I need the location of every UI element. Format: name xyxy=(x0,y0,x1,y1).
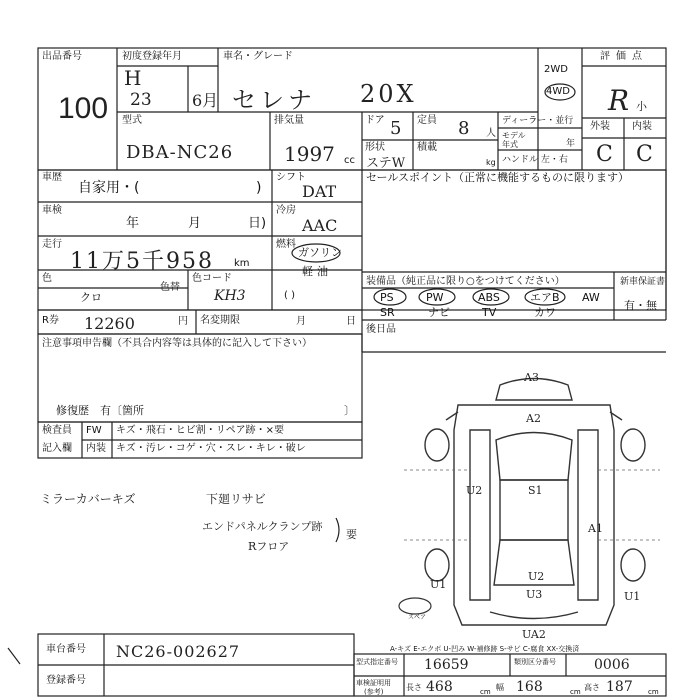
height-value: 187 xyxy=(606,679,633,695)
interior-label: 内装 xyxy=(632,121,652,132)
category-value: 0006 xyxy=(594,657,630,673)
name-change-day: 日 xyxy=(346,316,356,327)
shift-label: シフト xyxy=(276,172,306,183)
name-change-month: 月 xyxy=(296,316,306,327)
handwritten-note-1: ミラーカバーキズ xyxy=(40,492,136,506)
width-unit: cm xyxy=(570,688,581,696)
model-year-label: モデル年式 xyxy=(502,131,526,149)
displacement-value: 1997 xyxy=(284,142,335,166)
exterior-grade: C xyxy=(596,142,613,167)
aircon-value: AAC xyxy=(302,216,338,235)
doors-label: ドア xyxy=(365,115,385,126)
fuel-gasoline: ガソリン xyxy=(298,246,342,259)
damage-mark: S1 xyxy=(528,484,543,497)
registration-label: 登録番号 xyxy=(46,675,86,686)
damage-mark: U2 xyxy=(466,484,483,497)
damage-mark: UA2 xyxy=(522,628,546,641)
equipment-navi: ナビ xyxy=(428,306,450,319)
score-label: 評価点 xyxy=(600,51,648,62)
interior-items: キズ・汚レ・コゲ・穴・スレ・キレ・破レ xyxy=(116,443,306,454)
fuel-other: ( ) xyxy=(284,290,295,301)
vehicle-history-value: 自家用・( xyxy=(78,180,140,196)
repair-history-close: 〕 xyxy=(344,404,355,417)
sales-point-label: セールスポイント（正常に機能するものに限ります） xyxy=(366,171,630,184)
fw-label: FW xyxy=(86,425,102,436)
width-label: 幅 xyxy=(496,683,504,692)
first-registration-era: H xyxy=(124,66,142,90)
handwritten-note-4: Rフロア xyxy=(248,540,290,553)
repair-history: 修復歴 有〔箇所 xyxy=(56,404,144,417)
score-value: R xyxy=(608,84,630,117)
name-change-label: 名変期限 xyxy=(200,315,240,326)
width-value: 168 xyxy=(516,679,543,695)
recycle-value: 12260 xyxy=(84,314,135,333)
drive-2wd: 2WD xyxy=(544,64,568,75)
color-label: 色 xyxy=(42,273,52,284)
damage-mark: A2 xyxy=(526,412,541,425)
damage-mark: A3 xyxy=(524,371,539,384)
damage-mark: A1 xyxy=(588,522,603,535)
equipment-abs: ABS xyxy=(478,291,500,304)
notes-label: 注意事項申告欄（不具合内容等は具体的に記入して下さい） xyxy=(42,338,312,349)
warranty-label: 新車保証書 xyxy=(620,277,666,287)
vehicle-history-close: ) xyxy=(256,180,262,196)
type-label: 型式 xyxy=(122,115,142,126)
first-registration-month: 6月 xyxy=(192,91,219,110)
load-label: 積載 xyxy=(417,142,437,153)
height-unit: cm xyxy=(648,688,659,696)
displacement-label: 排気量 xyxy=(274,115,304,126)
damage-mark: U2 xyxy=(528,570,545,583)
fuel-diesel: 軽油 xyxy=(302,265,332,278)
doors-value: 5 xyxy=(390,118,402,139)
dealer-label: ディーラー・並行 xyxy=(502,116,574,126)
equipment-sr: SR xyxy=(380,306,395,319)
entry-label: 記入欄 xyxy=(42,443,72,454)
grade: 20X xyxy=(360,80,417,108)
inspection-label: 車検 xyxy=(42,205,62,216)
mileage-value: 11万5千958 xyxy=(70,249,214,274)
color-change-label: 色替 xyxy=(160,282,180,293)
capacity-label: 定員 xyxy=(417,115,437,126)
dims-ref: (参考) xyxy=(364,688,384,696)
displacement-unit: cc xyxy=(344,155,355,166)
length-unit: cm xyxy=(480,688,491,696)
shape-value: ステW xyxy=(366,156,406,171)
lot-number-label: 出品番号 xyxy=(42,51,82,62)
equipment-aw: AW xyxy=(582,291,600,304)
color-code-label: 色コード xyxy=(192,273,232,284)
chassis-value: NC26-002627 xyxy=(116,642,241,661)
fuel-label: 燃料 xyxy=(276,239,296,250)
mileage-label: 走行 xyxy=(42,239,62,250)
length-label: 長さ xyxy=(406,683,422,692)
aircon-label: 冷房 xyxy=(276,205,296,216)
interior-check-label: 内装 xyxy=(86,443,106,454)
height-label: 高さ xyxy=(584,683,600,692)
type-cert-label: 型式指定番号 xyxy=(356,658,398,666)
equipment-label: 装備品（純正品に限り○をつけてください） xyxy=(366,276,565,287)
recycle-label: R券 xyxy=(42,315,59,326)
damage-mark: U1 xyxy=(624,590,641,603)
inspection-month: 月 xyxy=(188,216,202,231)
length-value: 468 xyxy=(426,679,453,695)
color-code-value: KH3 xyxy=(214,288,246,304)
vehicle-history-label: 車歴 xyxy=(42,172,62,183)
shift-value: DAT xyxy=(302,182,337,201)
capacity-unit: 人 xyxy=(486,128,496,139)
first-registration-label: 初度登録年月 xyxy=(122,51,182,62)
inspector-label: 検査員 xyxy=(42,425,72,436)
color-value: クロ xyxy=(80,291,102,304)
capacity-value: 8 xyxy=(458,118,470,139)
lot-number: 100 xyxy=(58,92,109,125)
interior-grade: C xyxy=(636,142,653,167)
type-cert-value: 16659 xyxy=(424,657,469,673)
spare-label: スペア xyxy=(408,614,427,621)
damage-mark: U1 xyxy=(430,578,447,591)
handwritten-note-5: 要 xyxy=(346,528,357,541)
equipment-airbag: エアB xyxy=(530,291,560,304)
recycle-unit: 円 xyxy=(178,316,188,327)
chassis-label: 車台番号 xyxy=(46,644,86,655)
first-registration-year: 23 xyxy=(130,90,152,110)
handle-label: ハンドル 左・右 xyxy=(502,155,568,165)
type-value: DBA-NC26 xyxy=(126,142,234,163)
inspection-year: 年 xyxy=(126,216,140,231)
shape-label: 形状 xyxy=(365,142,385,153)
equipment-tv: TV xyxy=(482,306,497,319)
damage-mark: U3 xyxy=(526,588,543,601)
mileage-unit: km xyxy=(234,258,250,269)
fw-items: キズ・飛石・ヒビ割・リペア跡・×要 xyxy=(116,425,284,436)
model-name: セレナ xyxy=(232,86,316,114)
equipment-leather: カワ xyxy=(534,306,556,319)
handwritten-note-3: エンドパネルクランプ跡 xyxy=(202,520,323,533)
equipment-pw: PW xyxy=(426,291,444,304)
damage-legend: A-キズ E-エクボ U-凹み W-補修跡 S-サビ C-腐食 XX-交換済 xyxy=(390,645,580,653)
warranty-value: 有・無 xyxy=(624,299,657,312)
rear-seat-label: 後日品 xyxy=(366,324,396,335)
category-label: 類別区分番号 xyxy=(514,658,556,666)
score-note: 小 xyxy=(636,100,647,113)
inspection-day: 日) xyxy=(248,216,267,231)
exterior-label: 外装 xyxy=(590,121,610,132)
drive-4wd: 4WD xyxy=(546,86,570,97)
dims-label: 車検証明用 xyxy=(356,679,391,687)
model-year-unit: 年 xyxy=(566,139,576,149)
load-unit: kg xyxy=(486,158,496,167)
equipment-ps: PS xyxy=(380,291,394,304)
model-name-label: 車名・グレード xyxy=(223,51,293,62)
handwritten-note-2: 下廻リサビ xyxy=(206,492,266,506)
